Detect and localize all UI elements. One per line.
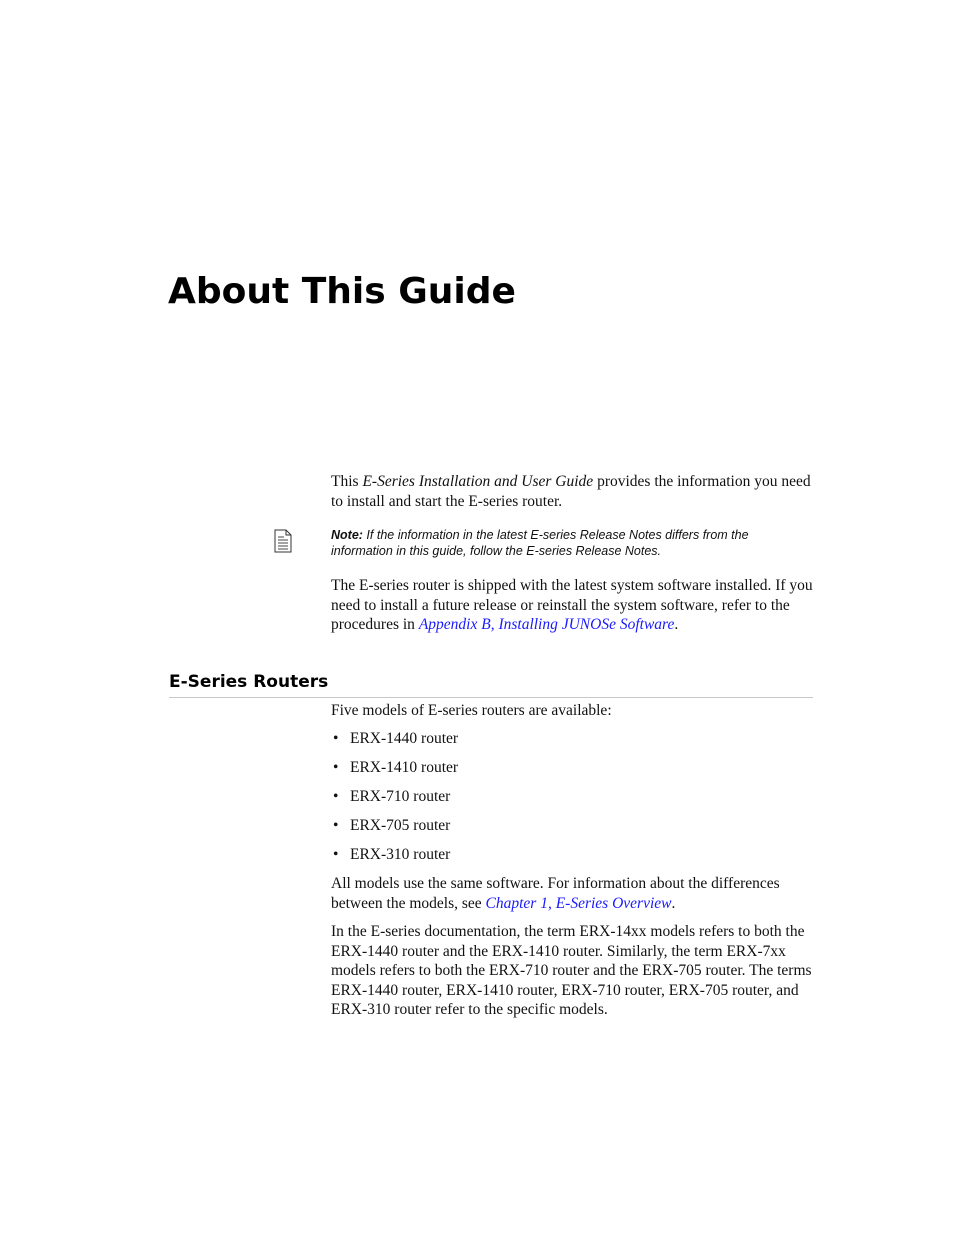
bullet: • — [333, 817, 339, 834]
intro-post: provides the information you need to install and start the E-series router. — [331, 473, 811, 510]
list-item — [331, 845, 813, 874]
list-item — [331, 787, 813, 816]
intro-paragraph — [331, 472, 813, 511]
note-text: If the information in the latest E-series Release Notes differs from the information in this guide, follow the E-series Release Notes. — [331, 528, 749, 558]
list-item — [331, 729, 813, 758]
chapter-1-link[interactable]: Chapter 1, E-Series Overview — [485, 894, 672, 912]
all-models-text: All models use the same software. For information about the differences between the models, see — [331, 875, 780, 912]
chapter-title: About This Guide — [168, 271, 516, 312]
section-heading: E-Series Routers — [169, 671, 813, 698]
guide-title: E-Series Installation and User Guide — [362, 473, 594, 490]
list-item — [331, 758, 813, 787]
note-document-icon — [273, 529, 293, 553]
appendix-b-link[interactable]: Appendix B, Installing JUNOSe Software — [418, 616, 675, 633]
model-name: ERX-1410 router — [350, 759, 459, 776]
terms-paragraph: In the E-series documentation, the term ERX-14xx models refers to both the ERX-1440 router and the ERX-1410 router. Similarly, the term ERX-7xx models refers to both the ERX-710 router and the ERX-705 router. The terms ERX-1440 router, ERX-1410 router, ERX-710 router, ERX-705 router, and ERX-310 router refer to the specific models. — [331, 923, 812, 1018]
shipped-text: The E-series router is shipped with the latest system software installed. If you need to install a future release or reinstall the system software, refer to the procedures in — [331, 577, 813, 633]
list-item — [331, 816, 813, 845]
note-paragraph — [331, 527, 813, 559]
models-intro: Five models of E-series routers are available: — [331, 702, 612, 719]
model-name: ERX-705 router — [350, 817, 451, 834]
bullet: • — [333, 846, 339, 863]
model-list — [331, 729, 813, 874]
all-models-paragraph — [331, 874, 813, 913]
all-models-post: . — [671, 894, 676, 912]
bullet: • — [333, 730, 339, 747]
bullet: • — [333, 788, 339, 805]
bullet: • — [333, 759, 339, 776]
model-name: ERX-1440 router — [350, 730, 459, 747]
note-label: Note: — [331, 528, 363, 542]
intro-pre: This — [331, 473, 363, 490]
model-name: ERX-710 router — [350, 788, 451, 805]
shipped-post: . — [674, 616, 679, 633]
shipped-paragraph — [331, 576, 813, 635]
model-name: ERX-310 router — [350, 846, 451, 863]
